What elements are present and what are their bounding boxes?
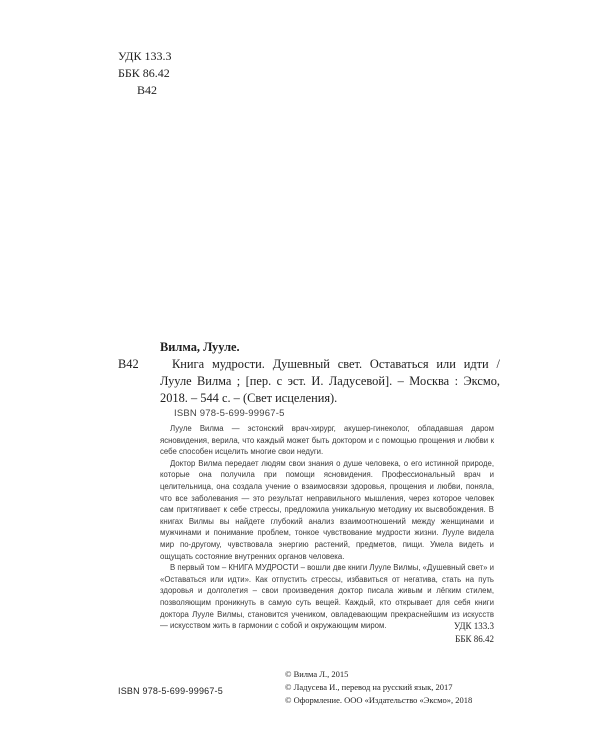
udk-code-top: УДК 133.3 xyxy=(118,49,172,63)
annotation-paragraph: Доктор Вилма передает людям свои знания о душе человека, о его истинной природе, которые она получила при помощи ясновидения. Профессиональный врач и целительница, она создала учение о взаимосвязи здоровья, прощения и любви, поняла, что все заболевания — это результат неправильного мышления, через которое человек сам притягивает к себе стрессы, предложила уникальную методику их высвобождения. В книгах Вилмы вы найдете глубокий анализ взаимоотношений между женщинами и мужчинами и понимание проблем, тонкое чувствование мудрости жизни. Лууле видела мир по-другому, чувствовала энергию растений, предметов, пищи. Умела видеть и ощущать состояние внутренних органов человека. xyxy=(160,458,494,561)
annotation-paragraph: В первый том – КНИГА МУДРОСТИ – вошли две книги Лууле Вилмы, «Душевный свет» и «Оставаться или идти». Как отпустить стрессы, избавиться от негатива, стать на путь здоровья и долголетия – свои произведения доктор писала живым и лёгким стилем, позволяющим проникнуть в самую суть вещей. Каждый, кто открывает для себя книги доктора Лууле Вилмы, становится учеником, овладевающим прекраснейшим из искусств — искусством жить в гармонии с собой и окружающим миром. xyxy=(160,563,494,631)
udk-code-bottom: УДК 133.3 xyxy=(453,621,494,631)
copyright-block xyxy=(285,668,472,707)
copyright-line: © Вилма Л., 2015 xyxy=(285,669,349,679)
copyright-line: © Ладусева И., перевод на русский язык, 2017 xyxy=(285,682,453,692)
isbn-footer: ISBN 978-5-699-99967-5 xyxy=(118,686,223,696)
bbk-code-top: ББК 86.42 xyxy=(118,66,170,80)
author-heading: Вилма, Лууле. xyxy=(160,340,240,354)
bibliographic-record xyxy=(160,339,500,407)
annotation xyxy=(160,423,494,632)
copyright-line: © Оформление. ООО «Издательство «Эксмо», 2018 xyxy=(285,695,473,705)
annotation-paragraph: Лууле Вилма — эстонский врач-хирург, акушер-гинеколог, обладавшая даром ясновидения, верила, что каждый может быть доктором и с помощью прощения и любви к себе способен исцелить многие свои недуги. xyxy=(160,424,494,457)
isbn-record: ISBN 978-5-699-99967-5 xyxy=(174,408,285,419)
classification-bottom xyxy=(454,620,494,646)
bbk-code-bottom: ББК 86.42 xyxy=(455,634,494,644)
bibliographic-description: Книга мудрости. Душевный свет. Оставаться или идти / Лууле Вилма ; [пер. с эст. И. Ладусевой]. – Москва : Эксмо, 2018. – 544 с. – (Свет исцеления). xyxy=(160,357,500,405)
author-mark-bib: В42 xyxy=(118,357,139,371)
author-mark-top: В42 xyxy=(137,83,158,97)
